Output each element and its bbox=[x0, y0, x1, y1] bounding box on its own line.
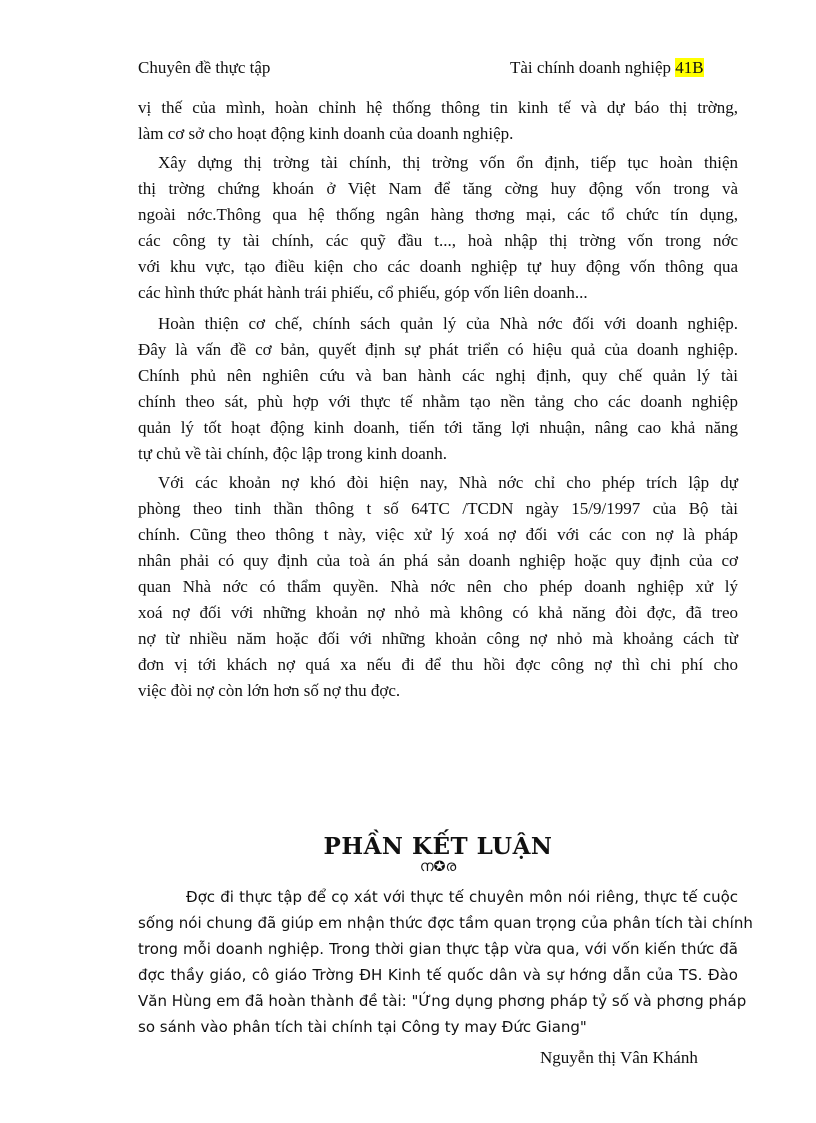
text-line: nợ từ nhiều năm hoặc đối với những khoản công nợ nhỏ mà khoảng cách từ bbox=[138, 629, 738, 648]
text-line: quản lý tốt hoạt động kinh doanh, tiến tới tăng lợi nhuận, nâng cao khả năng bbox=[138, 418, 738, 437]
text-line: các hình thức phát hành trái phiếu, cổ phiếu, góp vốn liên doanh... bbox=[138, 283, 588, 302]
text-line: Chính phủ nên nghiên cứu và ban hành các nghị định, quy chế quản lý tài bbox=[138, 366, 738, 385]
text-line: Văn Hùng em đã hoàn thành đề tài: "Ứng dụng phơng pháp tỷ số và phơng pháp bbox=[138, 992, 747, 1010]
text-line: trong mỗi doanh nghiệp. Trong thời gian thực tập vừa qua, với vốn kiến thức đã bbox=[138, 940, 738, 958]
text-line: với khu vực, tạo điều kiện cho các doanh nghiệp tự huy động vốn thông qua bbox=[138, 257, 738, 276]
text-line: làm cơ sở cho hoạt động kinh doanh của doanh nghiệp. bbox=[138, 124, 514, 143]
paragraph-4 bbox=[138, 470, 738, 704]
text-line: các công ty tài chính, các quỹ đầu t..., hoà nhập thị trờng vốn trong nớc bbox=[138, 231, 738, 250]
text-line: chính. Cũng theo thông t này, việc xử lý xoá nợ đối với các con nợ là pháp bbox=[138, 525, 738, 544]
text-line: nhân phải có quy định của toà án phá sản doanh nghiệp hoặc quy định của cơ bbox=[138, 551, 738, 570]
text-line: chính theo sát, phù hợp với thực tế nhằm tạo nền tảng cho các doanh nghiệp bbox=[138, 392, 738, 411]
text-line: phòng theo tinh thần thông t số 64TC /TCDN ngày 15/9/1997 của Bộ tài bbox=[138, 499, 738, 518]
header-right-text: Tài chính doanh nghiệp bbox=[510, 58, 676, 77]
text-line: Đây là vấn đề cơ bản, quyết định sự phát triển có hiệu quả của doanh nghiệp. bbox=[138, 340, 738, 359]
ornament-icon: ന✪ര bbox=[419, 859, 457, 875]
text-line: quan Nhà nớc có thẩm quyền. Nhà nớc nên cho phép doanh nghiệp xử lý bbox=[138, 577, 738, 596]
paragraph-2 bbox=[138, 150, 738, 306]
text-line: Hoàn thiện cơ chế, chính sách quản lý của Nhà nớc đối với doanh nghiệp. bbox=[158, 314, 738, 333]
paragraph-3 bbox=[138, 311, 738, 467]
header-left: Chuyên đề thực tập bbox=[138, 58, 271, 77]
text-line: vị thế của mình, hoàn chỉnh hệ thống thông tin kinh tế và dự báo thị trờng, bbox=[138, 98, 738, 117]
text-line: Xây dựng thị trờng tài chính, thị trờng vốn ổn định, tiếp tục hoàn thiện bbox=[158, 153, 738, 172]
text-line: việc đòi nợ còn lớn hơn số nợ thu đợc. bbox=[138, 681, 401, 700]
signature: Nguyễn thị Vân Khánh bbox=[540, 1048, 698, 1067]
conclusion-title: PHẦN KẾT LUẬN bbox=[323, 833, 553, 860]
text-line: xoá nợ đối với những khoản nợ nhỏ mà không có khả năng đòi đợc, đã treo bbox=[138, 603, 738, 622]
text-line: đợc thầy giáo, cô giáo Trờng ĐH Kinh tế quốc dân và sự hớng dẫn của TS. Đào bbox=[138, 966, 738, 984]
text-line: so sánh vào phân tích tài chính tại Công ty may Đức Giang" bbox=[138, 1018, 587, 1036]
text-line: ngoài nớc.Thông qua hệ thống ngân hàng thơng mại, các tổ chức tín dụng, bbox=[138, 205, 738, 224]
text-line: Với các khoản nợ khó đòi hiện nay, Nhà nớc chỉ cho phép trích lập dự bbox=[158, 473, 738, 492]
text-line: Đợc đi thực tập để cọ xát với thực tế chuyên môn nói riêng, thực tế cuộc bbox=[186, 888, 738, 906]
header-right bbox=[510, 58, 704, 78]
paragraph-1 bbox=[138, 95, 738, 147]
conclusion-paragraph bbox=[138, 884, 753, 1040]
header-highlight: 41B bbox=[675, 58, 704, 77]
text-line: tự chủ về tài chính, độc lập trong kinh doanh. bbox=[138, 444, 448, 463]
text-line: thị trờng chứng khoán ở Việt Nam để tăng cờng huy động vốn trong và bbox=[138, 179, 738, 198]
text-line: sống nói chung đã giúp em nhận thức đợc tầm quan trọng của phân tích tài chính bbox=[138, 914, 753, 932]
text-line: đơn vị tới khách nợ quá xa nếu đi để thu hồi đợc công nợ thì chi phí cho bbox=[138, 655, 738, 674]
